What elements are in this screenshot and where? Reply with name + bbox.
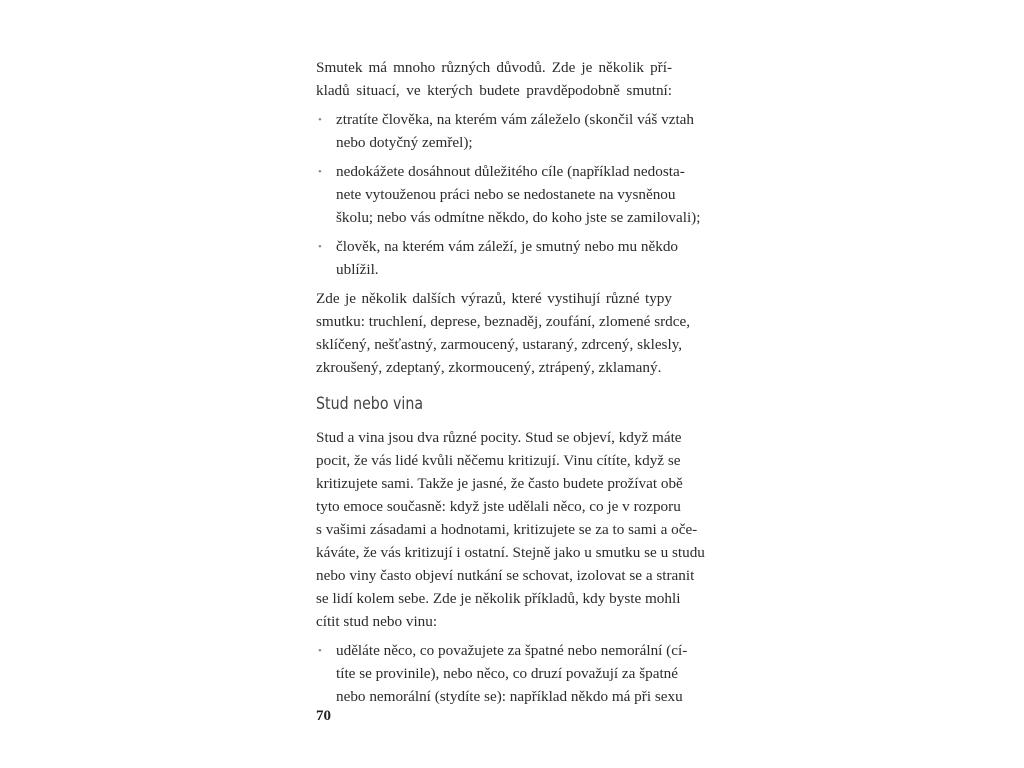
intro-line: Smutek má mnoho různých důvodů. Zde je několik pří- [316, 59, 672, 76]
paragraph-line: Zde je několik dalších výrazů, které vystihují různé typy [316, 290, 672, 307]
intro-line: kladů situací, ve kterých budete pravděpodobně smutní: [316, 82, 672, 99]
book-page [316, 0, 705, 768]
paragraph-line: káváte, že vás kritizují i ostatní. Stejně jako u smutku se u studu [316, 544, 705, 561]
bullet-marker: • [318, 114, 322, 126]
paragraph-line: tyto emoce současně: když jste udělali něco, co je v rozporu [316, 498, 681, 515]
paragraph-line: kritizujete sami. Takže je jasné, že často budete prožívat obě [316, 475, 683, 492]
list-item-line: nebo dotyčný zemřel); [336, 134, 473, 151]
list-item-line: nedokážete dosáhnout důležitého cíle (například nedosta- [336, 163, 685, 180]
paragraph-line: Stud a vina jsou dva různé pocity. Stud se objeví, když máte [316, 429, 682, 446]
list-item-line: člověk, na kterém vám záleží, je smutný nebo mu někdo [336, 238, 679, 255]
bullet-marker: • [318, 241, 322, 253]
paragraph-line: smutku: truchlení, deprese, beznaděj, zoufání, zlomené srdce, [316, 313, 691, 330]
bullet-marker: • [318, 166, 322, 178]
list-item-line: ublížil. [336, 261, 379, 278]
paragraph-line: nebo viny často objeví nutkání se schovat, izolovat se a stranit [316, 567, 695, 584]
bullet-marker: • [318, 645, 322, 657]
paragraph-line: se lidí kolem sebe. Zde je několik příkladů, kdy byste mohli [316, 590, 681, 607]
list-item-line: nebo nemorální (stydíte se): například někdo má při sexu [336, 688, 683, 705]
list-item-line: ztratíte člověka, na kterém vám záleželo (skončil váš vztah [336, 111, 695, 128]
paragraph-line: s vašimi zásadami a hodnotami, kritizujete se za to sami a oče- [316, 521, 698, 538]
paragraph-line: cítit stud nebo vinu: [316, 613, 438, 630]
list-item-line: školu; nebo vás odmítne někdo, do koho jste se zamilovali); [336, 209, 701, 226]
list-item-line: uděláte něco, co považujete za špatné nebo nemorální (cí- [336, 642, 688, 659]
paragraph-line: pocit, že vás lidé kvůli něčemu kritizují. Vinu cítíte, když se [316, 452, 681, 469]
paragraph-line: zkroušený, zdeptaný, zkormoucený, ztrápený, zklamaný. [316, 359, 662, 376]
list-item-line: títe se provinile), nebo něco, co druzí považují za špatné [336, 665, 679, 682]
list-item-line: nete vytouženou práci nebo se nedostanete na vysněnou [336, 186, 676, 203]
paragraph-line: sklíčený, nešťastný, zarmoucený, ustaraný, zdrcený, sklesly, [316, 336, 683, 353]
section-heading: Stud nebo vina [316, 394, 424, 413]
page-number: 70 [316, 708, 331, 724]
